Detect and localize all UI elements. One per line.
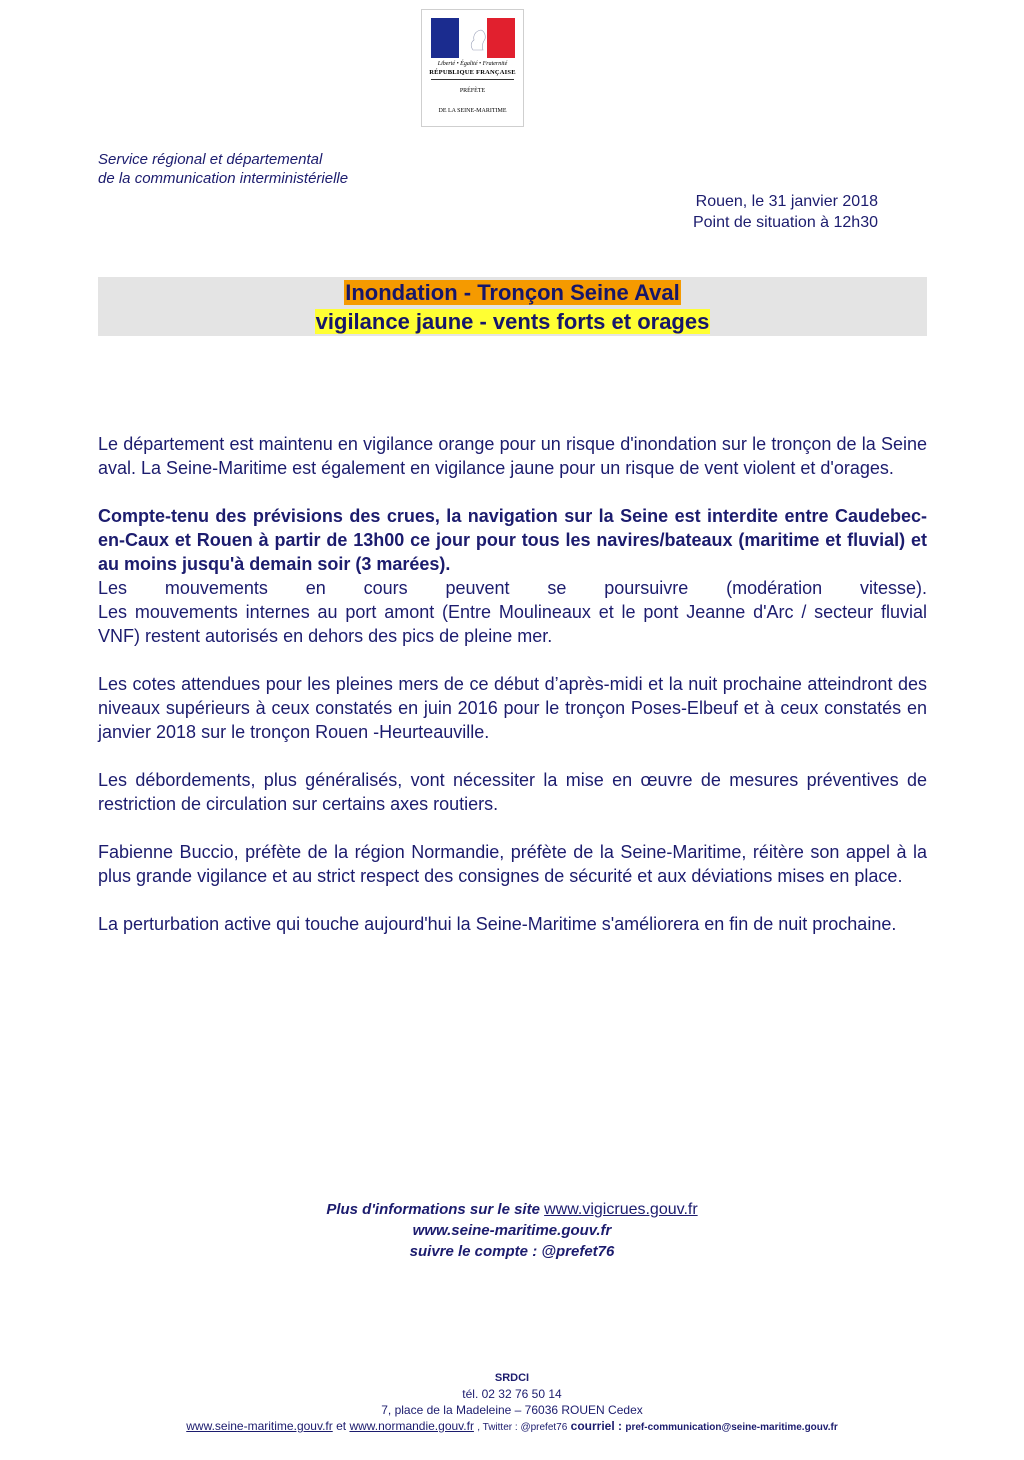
service-line-1: Service régional et départemental: [98, 151, 323, 168]
footer-link-seine-maritime[interactable]: www.seine-maritime.gouv.fr: [186, 1419, 333, 1433]
navigation-ban-text: Compte-tenu des prévisions des crues, la navigation sur la Seine est interdite entre Caudebec-en-Caux et Rouen à partir de 13h00 ce jour pour tous les navires/bateaux (maritime et fluvial) et au moins jusqu'à demain soir (3 marées).: [98, 506, 927, 574]
more-info-prefix: Plus d'informations sur le site: [326, 1201, 540, 1218]
marianne-profile-icon: [467, 28, 489, 52]
title-line-1-text: Inondation - Tronçon Seine Aval: [345, 280, 680, 305]
service-heading: [98, 150, 348, 188]
republique-francaise-label: RÉPUBLIQUE FRANÇAISE: [429, 69, 516, 76]
vigicrues-link[interactable]: www.vigicrues.gouv.fr: [544, 1201, 698, 1218]
document-date: Rouen, le 31 janvier 2018: [695, 193, 878, 210]
footer-address: 7, place de la Madeleine – 76036 ROUEN Cedex: [381, 1403, 643, 1417]
more-info-line: [0, 1199, 1024, 1220]
twitter-follow: suivre le compte : @prefet76: [409, 1243, 615, 1260]
footer-and: et: [336, 1419, 347, 1433]
footer: [0, 1370, 1024, 1436]
paragraph-navigation: [98, 504, 927, 648]
paragraph-vigilance: Le département est maintenu en vigilance orange pour un risque d'inondation sur le tronçon de la Seine aval. La Seine-Maritime est également en vigilance jaune pour un risque de vent violent et d'orages.: [98, 434, 927, 478]
footer-phone: tél. 02 32 76 50 14: [462, 1387, 562, 1401]
prefecture-label: PRÉFÈTE: [459, 88, 486, 94]
service-line-2: de la communication interministérielle: [98, 170, 349, 187]
footer-twitter: , Twitter : @prefet76: [477, 1422, 568, 1433]
paragraph-weather-outlook: La perturbation active qui touche aujourd'hui la Seine-Maritime s'améliorera en fin de nuit prochaine.: [98, 914, 897, 934]
footer-email-label: courriel :: [570, 1419, 622, 1433]
paragraph-water-levels: Les cotes attendues pour les pleines mers de ce début d’après-midi et la nuit prochaine atteindront des niveaux supérieurs à ceux constatés en juin 2016 pour le tronçon Poses-Elbeuf et à ceux constatés en janvier 2018 sur le tronçon Rouen -Heurteauville.: [98, 674, 927, 742]
title-line-2: [98, 308, 927, 336]
footer-org: SRDCI: [494, 1372, 530, 1384]
tricolor-flag-icon: [431, 18, 515, 58]
footer-links-line: [0, 1418, 1024, 1436]
footer-link-normandie[interactable]: www.normandie.gouv.fr: [349, 1419, 474, 1433]
paragraph-prefect-appeal: Fabienne Buccio, préfète de la région Normandie, préfète de la Seine-Maritime, réitère son appel à la plus grande vigilance et au strict respect des consignes de sécurité et aux déviations mises en place.: [98, 842, 927, 886]
logo-divider: [431, 79, 514, 80]
date-block: [600, 191, 878, 233]
prefecture-department: DE LA SEINE-MARITIME: [438, 108, 507, 114]
more-info-block: [0, 1199, 1024, 1262]
marianne-logo: [421, 9, 524, 127]
situation-time: Point de situation à 12h30: [692, 214, 878, 231]
footer-email[interactable]: pref-communication@seine-maritime.gouv.fr: [625, 1422, 838, 1433]
press-release-body: [98, 432, 927, 960]
republic-motto: Liberté • Égalité • Fraternité: [437, 61, 508, 67]
movements-in-progress-text: Les mouvements en cours peuvent se poursuivre (modération vitesse).: [98, 578, 927, 598]
prefecture-site-link[interactable]: www.seine-maritime.gouv.fr: [412, 1222, 612, 1239]
title-line-1: [98, 279, 927, 307]
title-banner: [98, 277, 927, 336]
paragraph-overflows: Les débordements, plus généralisés, vont nécessiter la mise en œuvre de mesures préventives de restriction de circulation sur certains axes routiers.: [98, 770, 927, 814]
title-line-2-text: vigilance jaune - vents forts et orages: [315, 309, 710, 334]
internal-movements-text: Les mouvements internes au port amont (Entre Moulineaux et le pont Jeanne d'Arc / secteur fluvial VNF) restent autorisés en dehors des pics de pleine mer.: [98, 602, 927, 646]
